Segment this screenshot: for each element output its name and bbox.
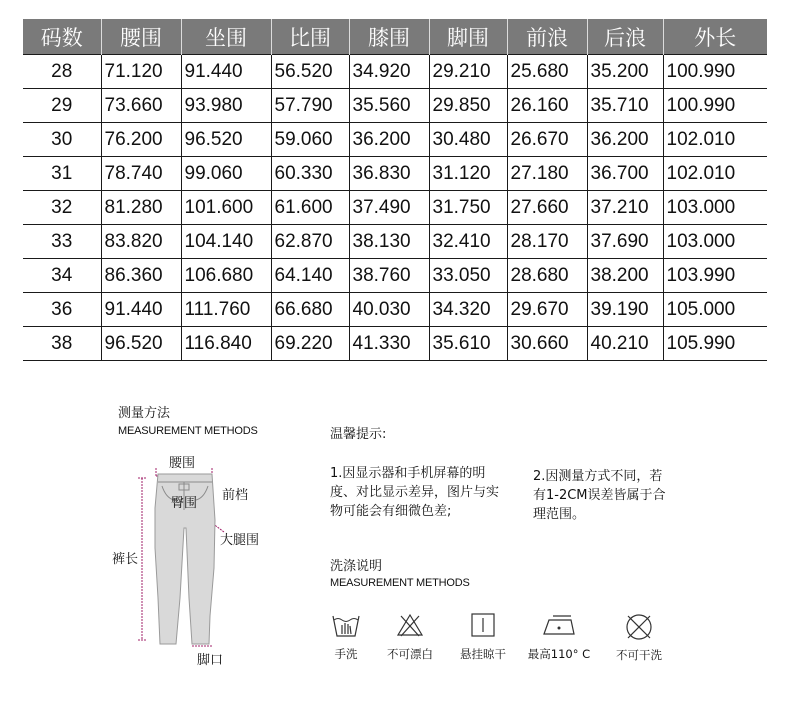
table-cell: 39.190 [587, 293, 663, 327]
table-cell: 103.990 [663, 259, 767, 293]
no-bleach-icon [396, 612, 424, 638]
table-cell: 71.120 [101, 55, 181, 89]
table-cell: 91.440 [101, 293, 181, 327]
label-hip: 臀围 [171, 496, 198, 511]
table-cell: 29 [23, 89, 101, 123]
table-cell: 38 [23, 327, 101, 361]
table-cell: 34 [23, 259, 101, 293]
table-cell: 78.740 [101, 157, 181, 191]
table-cell: 26.160 [507, 89, 587, 123]
table-cell: 27.180 [507, 157, 587, 191]
table-cell: 37.210 [587, 191, 663, 225]
table-cell: 102.010 [663, 157, 767, 191]
label-length: 裤长 [112, 552, 139, 567]
table-cell: 104.140 [181, 225, 271, 259]
table-cell: 62.870 [271, 225, 349, 259]
table-cell: 64.140 [271, 259, 349, 293]
table-cell: 96.520 [101, 327, 181, 361]
table-cell: 83.820 [101, 225, 181, 259]
table-cell: 27.660 [507, 191, 587, 225]
table-row [23, 191, 767, 225]
table-cell: 38.130 [349, 225, 429, 259]
table-cell: 26.670 [507, 123, 587, 157]
table-row [23, 55, 767, 89]
table-cell: 35.200 [587, 55, 663, 89]
table-body [23, 55, 767, 361]
table-cell: 102.010 [663, 123, 767, 157]
table-cell: 91.440 [181, 55, 271, 89]
table-cell: 37.690 [587, 225, 663, 259]
table-row [23, 157, 767, 191]
care-label-hand-wash: 手洗 [334, 647, 358, 661]
header-outseam: 外长 [663, 19, 767, 55]
table-cell: 25.680 [507, 55, 587, 89]
table-cell: 36.830 [349, 157, 429, 191]
table-row [23, 225, 767, 259]
no-dry-clean-icon [624, 612, 654, 642]
table-cell: 60.330 [271, 157, 349, 191]
table-cell: 40.030 [349, 293, 429, 327]
care-label-iron: 最高110° C [527, 647, 591, 661]
table-cell: 105.990 [663, 327, 767, 361]
table-cell: 31.750 [429, 191, 507, 225]
table-row [23, 259, 767, 293]
table-header-row [23, 19, 767, 55]
table-cell: 93.980 [181, 89, 271, 123]
table-cell: 29.850 [429, 89, 507, 123]
table-cell: 28.170 [507, 225, 587, 259]
table-cell: 28 [23, 55, 101, 89]
table-row [23, 89, 767, 123]
label-front-rise: 前档 [222, 488, 249, 503]
table-cell: 35.610 [429, 327, 507, 361]
table-cell: 37.490 [349, 191, 429, 225]
table-cell: 66.680 [271, 293, 349, 327]
table-cell: 101.600 [181, 191, 271, 225]
header-size: 码数 [23, 19, 101, 55]
table-cell: 30.480 [429, 123, 507, 157]
table-cell: 38.200 [587, 259, 663, 293]
care-label-no-dry-clean: 不可干洗 [616, 648, 662, 662]
table-cell: 30 [23, 123, 101, 157]
table-cell: 116.840 [181, 327, 271, 361]
table-cell: 103.000 [663, 191, 767, 225]
care-label-hang-dry: 悬挂晾干 [460, 647, 506, 661]
header-hip: 坐围 [181, 19, 271, 55]
table-cell: 35.710 [587, 89, 663, 123]
iron-icon [541, 612, 577, 638]
table-cell: 100.990 [663, 55, 767, 89]
table-cell: 96.520 [181, 123, 271, 157]
table-cell: 100.990 [663, 89, 767, 123]
care-no-dry-clean [599, 612, 679, 663]
label-waist: 腰围 [169, 456, 196, 471]
table-cell: 30.660 [507, 327, 587, 361]
table-cell: 36.200 [587, 123, 663, 157]
header-waist: 腰围 [101, 19, 181, 55]
table-cell: 32.410 [429, 225, 507, 259]
table-cell: 69.220 [271, 327, 349, 361]
table-row [23, 327, 767, 361]
header-front-rise: 前浪 [507, 19, 587, 55]
table-cell: 73.660 [101, 89, 181, 123]
care-no-bleach [370, 612, 450, 662]
table-cell: 29.210 [429, 55, 507, 89]
table-cell: 34.320 [429, 293, 507, 327]
washing-subtitle: MEASUREMENT METHODS [330, 577, 470, 589]
table-cell: 86.360 [101, 259, 181, 293]
table-cell: 57.790 [271, 89, 349, 123]
table-cell: 61.600 [271, 191, 349, 225]
table-cell: 33.050 [429, 259, 507, 293]
measurement-subtitle: MEASUREMENT METHODS [118, 425, 258, 437]
table-cell: 38.760 [349, 259, 429, 293]
care-hang-dry [443, 612, 523, 662]
table-row [23, 293, 767, 327]
table-cell: 76.200 [101, 123, 181, 157]
table-cell: 106.680 [181, 259, 271, 293]
hand-wash-icon [331, 612, 361, 638]
table-cell: 36.200 [349, 123, 429, 157]
header-hem: 脚围 [429, 19, 507, 55]
header-knee: 膝围 [349, 19, 429, 55]
tips-note-2: 2.因测量方式不同，若有1-2CM误差皆属于合理范围。 [533, 469, 666, 522]
table-row [23, 123, 767, 157]
size-table [23, 19, 767, 361]
label-hem: 脚口 [197, 653, 224, 668]
header-back-rise: 后浪 [587, 19, 663, 55]
table-cell: 111.760 [181, 293, 271, 327]
header-thigh: 比围 [271, 19, 349, 55]
table-cell: 29.670 [507, 293, 587, 327]
tips-note-1: 1.因显示器和手机屏幕的明度、对比显示差异，图片与实物可能会有细微色差; [330, 466, 500, 519]
table-cell: 99.060 [181, 157, 271, 191]
table-cell: 31.120 [429, 157, 507, 191]
tips-title: 温馨提示: [330, 427, 387, 442]
table-cell: 41.330 [349, 327, 429, 361]
table-cell: 36 [23, 293, 101, 327]
washing-title: 洗涤说明 [330, 559, 383, 574]
pants-figure [100, 448, 300, 668]
table-cell: 36.700 [587, 157, 663, 191]
table-cell: 40.210 [587, 327, 663, 361]
table-cell: 32 [23, 191, 101, 225]
care-iron [519, 612, 599, 662]
table-cell: 28.680 [507, 259, 587, 293]
label-thigh: 大腿围 [220, 533, 260, 548]
table-cell: 35.560 [349, 89, 429, 123]
table-cell: 103.000 [663, 225, 767, 259]
care-label-no-bleach: 不可漂白 [387, 647, 433, 661]
table-cell: 56.520 [271, 55, 349, 89]
table-cell: 59.060 [271, 123, 349, 157]
table-cell: 33 [23, 225, 101, 259]
table-cell: 31 [23, 157, 101, 191]
table-cell: 34.920 [349, 55, 429, 89]
hang-dry-icon [470, 612, 496, 638]
table-cell: 105.000 [663, 293, 767, 327]
table-cell: 81.280 [101, 191, 181, 225]
measurement-title: 测量方法 [118, 406, 171, 421]
